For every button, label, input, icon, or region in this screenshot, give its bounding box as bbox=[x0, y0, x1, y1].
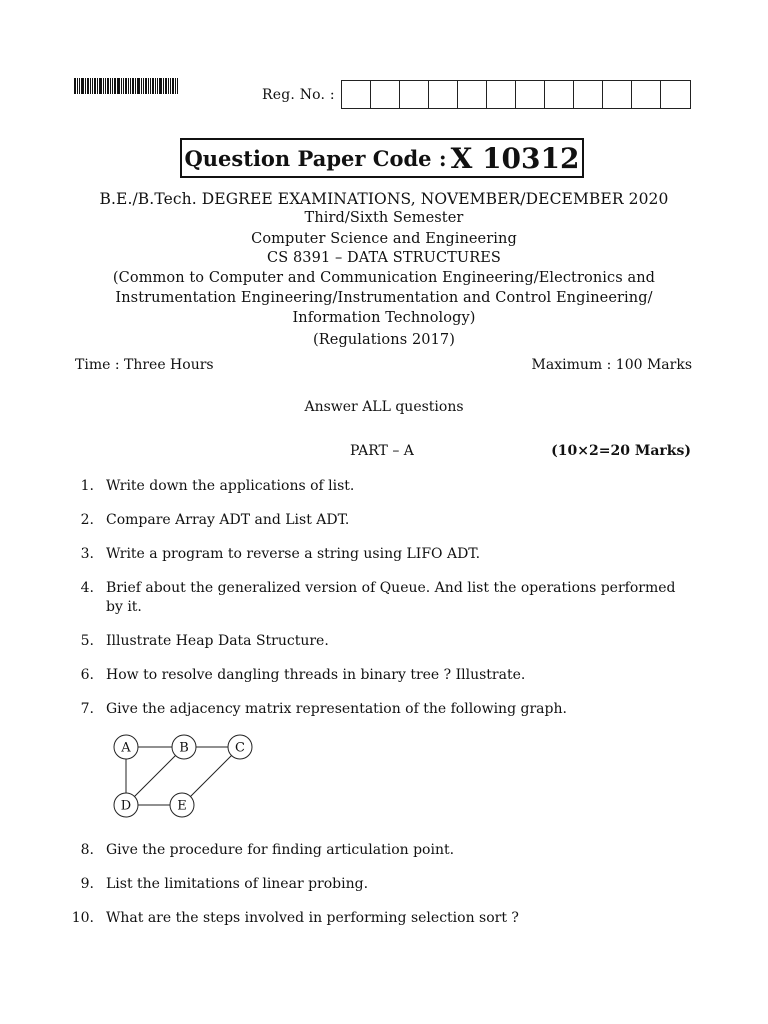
question-7-graph bbox=[106, 728, 256, 823]
graph-node-label: B bbox=[179, 740, 189, 756]
reg-no-box[interactable] bbox=[487, 81, 516, 108]
question-number: 1. bbox=[80, 478, 94, 494]
graph-node-label: E bbox=[177, 798, 187, 814]
question-number: 2. bbox=[80, 512, 94, 528]
question-text: How to resolve dangling threads in binary tree ? Illustrate. bbox=[106, 667, 526, 683]
reg-no-field bbox=[262, 80, 691, 109]
question-paper-code bbox=[180, 138, 584, 178]
question-text: List the limitations of linear probing. bbox=[106, 876, 369, 892]
question-number: 6. bbox=[80, 667, 94, 683]
reg-no-box[interactable] bbox=[458, 81, 487, 108]
question-text: Give the procedure for finding articulation point. bbox=[106, 842, 455, 858]
reg-no-box[interactable] bbox=[400, 81, 429, 108]
max-marks: Maximum : 100 Marks bbox=[531, 357, 692, 373]
reg-no-box[interactable] bbox=[371, 81, 400, 108]
reg-no-box[interactable] bbox=[429, 81, 458, 108]
question-number: 4. bbox=[80, 580, 94, 596]
reg-no-box[interactable] bbox=[545, 81, 574, 108]
common-line-3: Information Technology) bbox=[292, 310, 476, 326]
question-text: Brief about the generalized version of Queue. And list the operations performed by it. bbox=[106, 580, 676, 615]
reg-no-box[interactable] bbox=[574, 81, 603, 108]
question-number: 10. bbox=[71, 910, 94, 926]
reg-no-box[interactable] bbox=[516, 81, 545, 108]
question-number: 7. bbox=[80, 701, 94, 717]
graph-node-label: C bbox=[235, 740, 245, 756]
graph-edge-b-d bbox=[134, 755, 175, 796]
reg-no-box[interactable] bbox=[342, 81, 371, 108]
question-text: Write a program to reverse a string using LIFO ADT. bbox=[106, 546, 481, 562]
part-marks: (10×2=20 Marks) bbox=[551, 443, 691, 459]
question-text: What are the steps involved in performing selection sort ? bbox=[106, 910, 519, 926]
regulations: (Regulations 2017) bbox=[313, 332, 455, 348]
question-number: 3. bbox=[80, 546, 94, 562]
time-duration: Time : Three Hours bbox=[75, 357, 214, 373]
subject: CS 8391 – DATA STRUCTURES bbox=[267, 250, 501, 266]
semester: Third/Sixth Semester bbox=[304, 210, 464, 226]
department: Computer Science and Engineering bbox=[251, 231, 517, 247]
common-line-2: Instrumentation Engineering/Instrumentation and Control Engineering/ bbox=[115, 290, 653, 306]
question-text: Compare Array ADT and List ADT. bbox=[106, 512, 350, 528]
reg-no-boxes[interactable] bbox=[341, 80, 691, 109]
graph-edge-c-e bbox=[190, 755, 231, 796]
question-text: Illustrate Heap Data Structure. bbox=[106, 633, 329, 649]
common-line-1: (Common to Computer and Communication Engineering/Electronics and bbox=[112, 270, 656, 286]
reg-no-box[interactable] bbox=[632, 81, 661, 108]
exam-title: B.E./B.Tech. DEGREE EXAMINATIONS, NOVEMBER/DECEMBER 2020 bbox=[99, 190, 669, 208]
code-value: X 10312 bbox=[450, 141, 580, 175]
graph-node-label: A bbox=[121, 740, 131, 756]
reg-no-box[interactable] bbox=[661, 81, 690, 108]
instruction: Answer ALL questions bbox=[304, 399, 464, 415]
question-number: 8. bbox=[80, 842, 94, 858]
reg-no-box[interactable] bbox=[603, 81, 632, 108]
question-text: Write down the applications of list. bbox=[106, 478, 355, 494]
question-text: Give the adjacency matrix representation of the following graph. bbox=[106, 701, 567, 717]
code-label: Question Paper Code : bbox=[184, 145, 447, 171]
question-number: 5. bbox=[80, 633, 94, 649]
reg-no-label: Reg. No. : bbox=[262, 86, 335, 103]
barcode bbox=[74, 78, 188, 94]
part-title: PART – A bbox=[350, 443, 414, 459]
graph-node-label: D bbox=[120, 798, 132, 814]
question-number: 9. bbox=[80, 876, 94, 892]
